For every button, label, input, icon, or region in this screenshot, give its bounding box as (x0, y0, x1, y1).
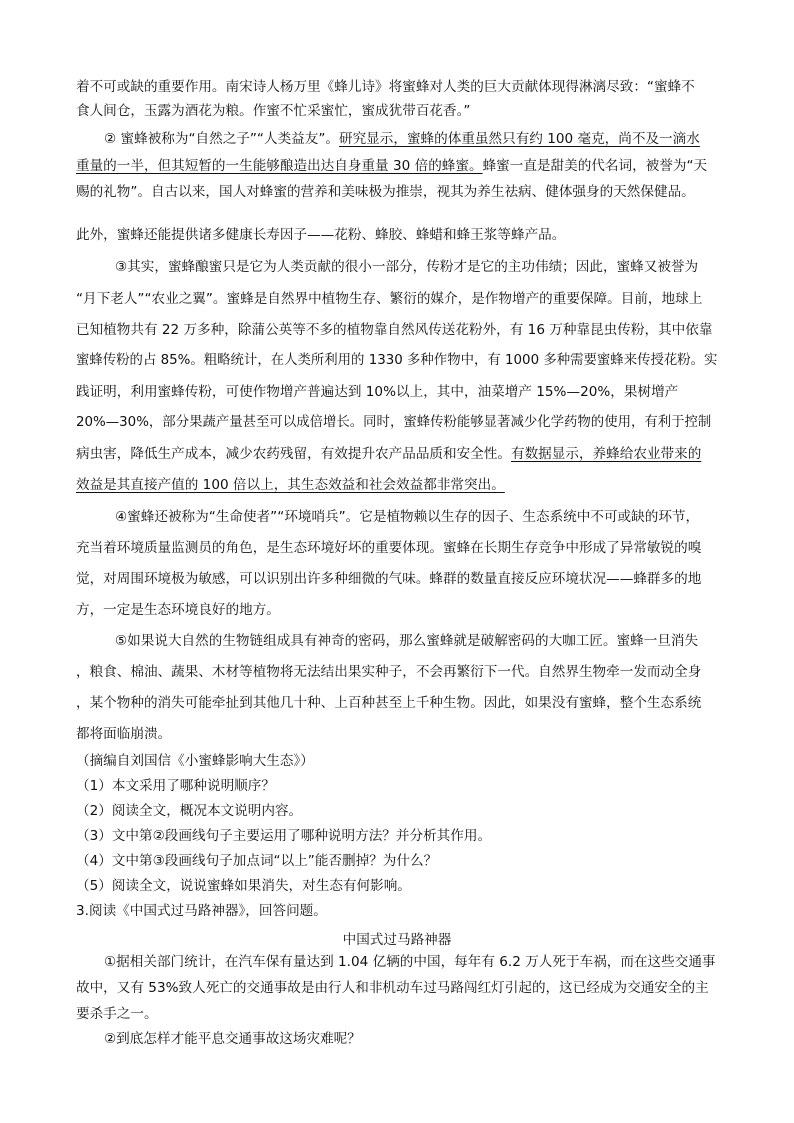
para3-line7 (76, 445, 701, 463)
para1-line2: 食人间仓，玉露为酒花为粮。作蜜不忙采蜜忙，蜜成犹带百花香。” (76, 103, 471, 119)
para2-text-cont: 蜂蜜一直是甜美的代名词，被誉为“天 (482, 158, 708, 174)
para2-underlined-sentence-cont: 重量的一半，但其短暂的一生能够酿造出达自身重量 30 倍的蜂蜜。 (76, 158, 483, 174)
question-item: （5）阅读全文，说说蜜蜂如果消失，对生态有何影响。 (76, 878, 411, 894)
para2-line1 (104, 130, 700, 148)
para4-line2: 充当着环境质量监测员的角色，是生态环境好坏的重要体现。蜜蜂在长期生存竞争中形成了异常敏锐的嗅 (76, 540, 702, 556)
para4-line1: ④蜜蜂还被称为“生命使者”“环境哨兵”。它是植物赖以生存的因子、生态系统中不可或缺的环节， (115, 509, 700, 525)
para4-line4: 方，一定是生态环境良好的地方。 (76, 602, 280, 618)
question-3-prompt: 3.阅读《中国式过马路神器》，回答问题。 (76, 903, 327, 919)
para3-underlined-sentence-cont: 效益是其直接产值的 100 倍以上，其生态效益和社会效益都非常突出。 (76, 477, 505, 493)
para2-line4: 此外，蜜蜂还能提供诸多健康长寿因子——花粉、蜂胶、蜂蜡和蜂王浆等蜂产品。 (76, 227, 566, 243)
article2-para1-line3: 要杀手之一。 (76, 1006, 158, 1022)
question-item: （1）本文采用了哪种说明顺序？ (76, 778, 275, 794)
source-citation: （摘编自刘国信《小蜜蜂影响大生态》） (76, 753, 314, 769)
para5-line3: ，某个物种的消失可能牵扯到其他几十种、上百种甚至上千种生物。因此，如果没有蜜蜂，整个生态系统 (76, 695, 702, 711)
para3-text: 病虫害，降低生产成本，减少农药残留，有效提升农产品品质和安全性。 (76, 446, 511, 462)
para5-line2: ，粮食、棉油、蔬果、木材等植物将无法结出果实种子，不会再繁衍下一代。自然界生物牵一发而动全身 (76, 664, 702, 680)
para3-line8 (76, 476, 505, 494)
para2-line2 (76, 157, 707, 175)
para3-line4: 蜜蜂传粉的占 85%。粗略统计，在人类所利用的 1330 多种作物中，有 1000 多种需要蜜蜂来传授花粉。实 (76, 353, 718, 368)
article2-para1-line2: 故中，又有 53%致人死亡的交通事故是由行人和非机动车过马路闯红灯引起的，这已经成为交通安全的主 (76, 980, 709, 996)
para3-line2: “月下老人”“农业之翼”。蜜蜂是自然界中植物生存、繁衍的媒介，是作物增产的重要保障。目前，地球上 (76, 291, 703, 307)
para2-underlined-sentence: 研究显示，蜜蜂的体重虽然只有约 100 毫克，尚不及一滴水 (339, 131, 700, 147)
para4-line3: 觉，对周围环境极为敏感，可以识别出许多种细微的气味。蜂群的数量直接反应环境状况——蜂群多的地 (76, 571, 702, 587)
para2-text: ② 蜜蜂被称为“自然之子”“人类益友”。 (104, 131, 339, 147)
para3-line3: 已知植物共有 22 万多种，除蒲公英等不多的植物靠自然风传送花粉外，有 16 万种靠昆虫传粉，其中依靠 (76, 322, 713, 338)
para5-line1: ⑤如果说大自然的生物链组成具有神奇的密码，那么蜜蜂就是破解密码的大咖工匠。蜜蜂一旦消失 (115, 633, 699, 649)
article2-para2-line1: ②到底怎样才能平息交通事故这场灾难呢？ (104, 1031, 361, 1047)
question-item: （4）文中第③段画线句子加点词“以上”能否删掉？为什么？ (76, 853, 438, 869)
para2-line3: 赐的礼物”。自古以来，国人对蜂蜜的营养和美味极为推崇，视其为养生祛病、健体强身的天然保健品。 (76, 184, 695, 200)
para3-line1: ③其实，蜜蜂酿蜜只是它为人类贡献的很小一部分，传粉才是它的主功伟绩；因此，蜜蜂又被誉为 (115, 259, 699, 275)
para3-line6: 20%—30%，部分果蔬产量甚至可以成倍增长。同时，蜜蜂传粉能够显著减少化学药物的使用，有利于控制 (76, 415, 712, 430)
para5-line4: 都将面临崩溃。 (76, 726, 172, 742)
para1-line1: 着不可或缺的重要作用。南宋诗人杨万里《蜂儿诗》将蜜蜂对人类的巨大贡献体现得淋漓尽致：“蜜蜂不 (76, 79, 695, 95)
article2-para1-line1: ①据相关部门统计，在汽车保有量达到 1.04 亿辆的中国，每年有 6.2 万人死于车祸，而在这些交通事 (104, 954, 716, 970)
para3-line5: 践证明，利用蜜蜂传粉，可使作物增产普遍达到 10%以上，其中，油菜增产 15%—20%，果树增产 (76, 384, 679, 400)
article-title: 中国式过马路神器 (342, 932, 452, 948)
question-item: （2）阅读全文，概况本文说明内容。 (76, 803, 303, 819)
question-item: （3）文中第②段画线句子主要运用了哪种说明方法？并分析其作用。 (76, 828, 492, 844)
para3-underlined-sentence: 有数据显示，养蜂给农业带来的 (511, 446, 702, 462)
